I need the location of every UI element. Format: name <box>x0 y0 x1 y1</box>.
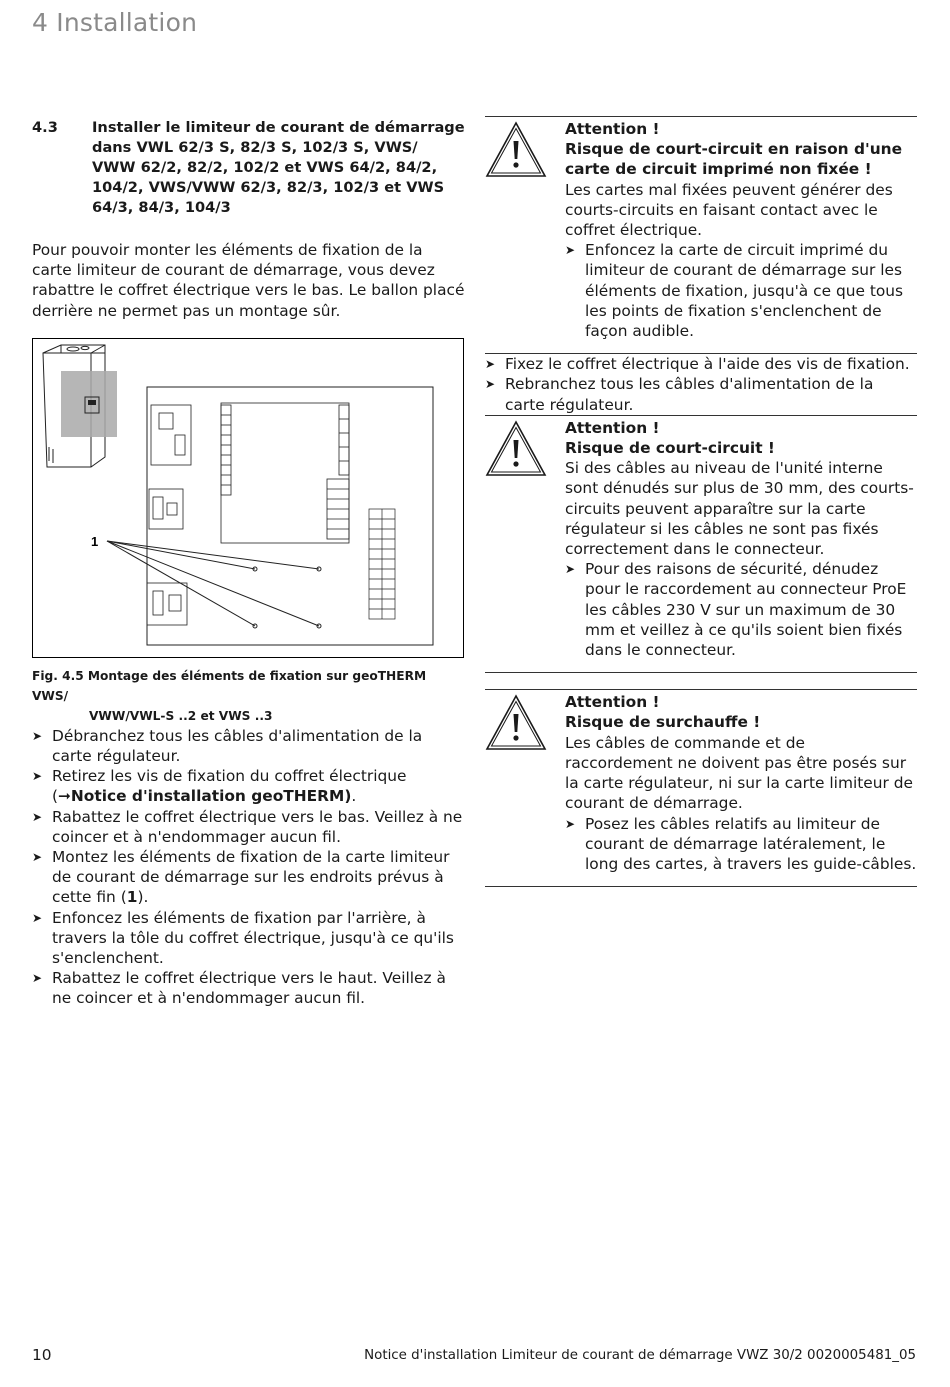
list-item: ➤ Enfoncez les éléments de fixation par l'arrière, à travers la tôle du coffret électrique, jusqu'à ce qu'ils s'enclenchent. <box>32 908 454 968</box>
right-column <box>485 116 917 887</box>
middle-step-list <box>485 354 917 415</box>
bullet-icon: ➤ <box>485 357 496 372</box>
list-item: ➤ Pour des raisons de sécurité, dénudez pour le raccordement au connecteur ProE les câbles 230 V sur un maximum de 30 mm et veillez à ce qu'ils soient bien fixés dans le connecteur. <box>565 560 907 660</box>
page-header: 4 Installation <box>32 8 198 37</box>
section-heading <box>32 118 466 218</box>
list-item: ➤ Retirez les vis de fixation du coffret électrique (➞Notice d'installation geoTHERM). <box>32 767 407 806</box>
warning-heading: Risque de surchauffe ! <box>565 713 761 732</box>
bullet-icon: ➤ <box>485 377 496 392</box>
bullet-icon: ➤ <box>32 910 43 925</box>
list-item: ➤ Posez les câbles relatifs au limiteur de courant de démarrage latéralement, le long des cartes, à travers les guide-câbles. <box>565 814 917 873</box>
installation-figure <box>32 338 464 658</box>
list-item: ➤ Rebranchez tous les câbles d'alimentation de la carte régulateur. <box>485 375 874 414</box>
warning-triangle-icon <box>485 694 547 752</box>
figure-callout-1: 1 <box>91 533 99 549</box>
warning-triangle-icon <box>485 420 547 478</box>
figure-drawing <box>33 339 463 657</box>
section-title: Installer le limiteur de courant de démarrage dans VWL 62/3 S, 82/3 S, 102/3 S, VWS/ VWW 62/2, 82/2, 102/2 et VWS 64/2, 84/2, 104/2, VWS/VWW 62/3, 82/3, 102/3 et VWS 64/3, 84/3, 104/3 <box>92 119 465 216</box>
warning-label: Attention ! <box>565 418 660 437</box>
warning-label: Attention ! <box>565 693 660 712</box>
warning-text: Les cartes mal fixées peuvent générer des courts-circuits en faisant contact avec le coffret électrique. <box>565 180 893 240</box>
figure-caption <box>32 666 466 726</box>
warning-heading: Risque de court-circuit ! <box>565 439 775 458</box>
bullet-icon: ➤ <box>32 809 43 824</box>
footer-title: Notice d'installation Limiteur de courant de démarrage VWZ 30/2 0020005481_05 <box>364 1348 916 1363</box>
regulator-board-drawing <box>221 403 349 543</box>
left-components-drawing <box>147 405 191 625</box>
reference-link: Notice d'installation geoTHERM) <box>70 787 352 806</box>
warning-box-3 <box>485 689 917 887</box>
list-item: ➤ Rabattez le coffret électrique vers le bas. Veillez à ne coincer et à n'endommager aucun fil. <box>32 807 463 846</box>
terminal-strip-drawing <box>369 509 395 619</box>
left-step-list <box>32 726 466 1009</box>
bullet-icon: ➤ <box>32 728 43 743</box>
bullet-icon: ➤ <box>32 971 43 986</box>
left-column <box>32 118 466 1009</box>
warning-label: Attention ! <box>565 120 660 138</box>
section-number: 4.3 <box>32 119 58 136</box>
warning-triangle-icon <box>485 121 547 179</box>
intro-paragraph: Pour pouvoir monter les éléments de fixation de la carte limiteur de courant de démarrage, vous devez rabattre le coffret électrique vers le bas. Le ballon placé derrière ne permet pas un montage sûr. <box>32 241 465 320</box>
figure-caption-line2: VWW/VWL-S ..2 et VWS ..3 <box>89 708 273 723</box>
electrical-box-outline <box>147 387 433 645</box>
bullet-icon: ➤ <box>565 816 576 831</box>
warning-heading: Risque de court-circuit en raison d'une carte de circuit imprimé non fixée ! <box>565 140 903 179</box>
warning-box-1 <box>485 116 917 354</box>
list-item: ➤ Montez les éléments de fixation de la carte limiteur de courant de démarrage sur les endroits prévus à cette fin (1). <box>32 848 450 907</box>
warning-text: Les câbles de commande et de raccordement ne doivent pas être posés sur la carte régulateur, ni sur la carte limiteur de courant de démarrage. <box>565 733 913 813</box>
bullet-icon: ➤ <box>32 769 43 784</box>
bullet-icon: ➤ <box>565 562 576 577</box>
list-item: ➤ Fixez le coffret électrique à l'aide des vis de fixation. <box>485 355 910 374</box>
figure-caption-line1: Fig. 4.5 Montage des éléments de fixation sur geoTHERM VWS/ <box>32 668 427 703</box>
bullet-icon: ➤ <box>565 243 576 258</box>
page-number: 10 <box>32 1346 52 1364</box>
bullet-icon: ➤ <box>32 850 43 865</box>
callout-leader-lines <box>107 541 321 628</box>
arrow-icon: ➞ <box>58 787 71 806</box>
list-item: ➤ Rabattez le coffret électrique vers le haut. Veillez à ne coincer et à n'endommager aucun fil. <box>32 969 446 1008</box>
warning-box-2 <box>485 415 917 673</box>
list-item: ➤ Enfoncez la carte de circuit imprimé du limiteur de courant de démarrage sur les éléments de fixation, jusqu'à ce que tous les points de fixation s'enclenchent de façon audible. <box>565 241 904 341</box>
warning-text: Si des câbles au niveau de l'unité interne sont dénudés sur plus de 30 mm, des courts-circuits peuvent apparaître sur la carte régulateur si les câbles ne sont pas fixés correctement dans le connecteur. <box>565 459 914 559</box>
list-item: ➤ Débranchez tous les câbles d'alimentation de la carte régulateur. <box>32 726 423 766</box>
